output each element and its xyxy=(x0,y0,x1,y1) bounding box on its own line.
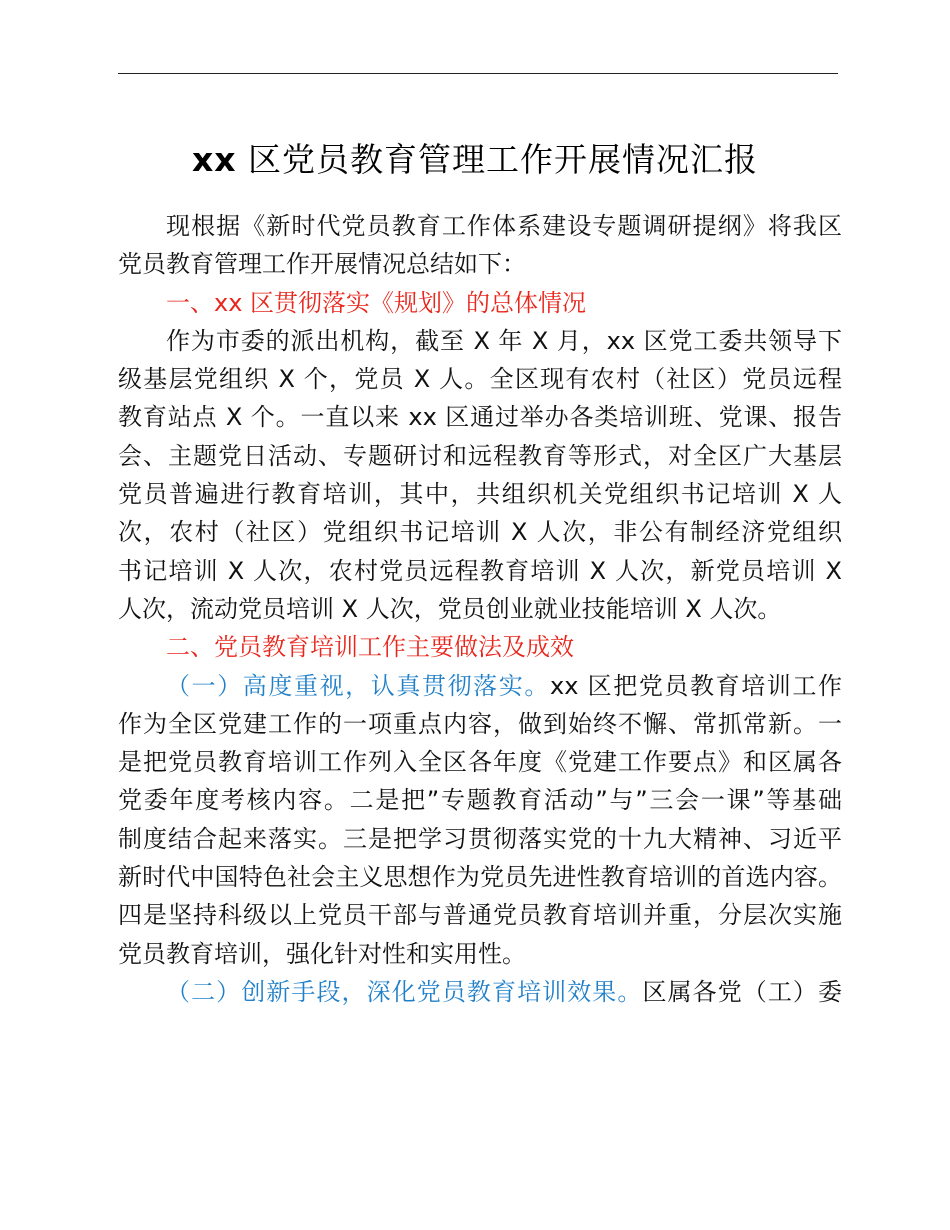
section-heading-2: 二、党员教育培训工作主要做法及成效 xyxy=(166,633,574,662)
para-line: 书记培训 X 人次，农村党员远程教育培训 X 人次，新党员培训 X xyxy=(118,556,842,585)
sub-heading-line-2 xyxy=(118,973,842,1011)
sub-heading-line-1 xyxy=(118,667,842,705)
para-line: 党员教育培训，强化针对性和实用性。 xyxy=(118,939,526,968)
document-body xyxy=(118,207,842,1011)
header-rule xyxy=(118,73,838,74)
subsection-heading-1: （一）高度重视，认真贯彻落实。 xyxy=(166,671,550,700)
para-line: 党委年度考核内容。二是把”专题教育活动”与”三会一课”等基础 xyxy=(118,786,842,815)
title-prefix: xx xyxy=(191,140,237,179)
para-line: 作为市委的派出机构，截至 X 年 X 月，xx 区党工委共领导下 xyxy=(166,326,842,355)
document-title xyxy=(0,136,950,184)
section-heading-1: 一、xx 区贯彻落实《规划》的总体情况 xyxy=(166,288,587,317)
subsection-heading-2: （二）创新手段，深化党员教育培训效果。 xyxy=(166,977,643,1006)
intro-line: 现根据《新时代党员教育工作体系建设专题调研提纲》将我区 xyxy=(166,212,842,240)
para-line: 次，农村（社区）党组织书记培训 X 人次，非公有制经济党组织 xyxy=(118,518,842,547)
title-text: 区党员教育管理工作开展情况汇报 xyxy=(248,140,759,179)
para-line: 四是坚持科级以上党员干部与普通党员教育培训并重，分层次实施 xyxy=(118,901,842,930)
para-line: 教育站点 X 个。一直以来 xx 区通过举办各类培训班、党课、报告 xyxy=(118,403,842,432)
para-line: 作为全区党建工作的一项重点内容，做到始终不懈、常抓常新。一 xyxy=(118,709,842,738)
para-line: 级基层党组织 X 个，党员 X 人。全区现有农村（社区）党员远程 xyxy=(118,365,842,394)
sub1-first-text: xx 区把党员教育培训工作 xyxy=(549,671,843,700)
para-line: 是把党员教育培训工作列入全区各年度《党建工作要点》和区属各 xyxy=(118,748,842,777)
para-line: 新时代中国特色社会主义思想作为党员先进性教育培训的首选内容。 xyxy=(118,863,842,892)
para-line: 制度结合起来落实。三是把学习贯彻落实党的十九大精神、习近平 xyxy=(118,824,842,853)
intro-line: 党员教育管理工作开展情况总结如下： xyxy=(118,250,526,279)
para-line: 人次，流动党员培训 X 人次，党员创业就业技能培训 X 人次。 xyxy=(118,594,782,623)
para-line: 会、主题党日活动、专题研讨和远程教育等形式，对全区广大基层 xyxy=(118,441,842,470)
sub2-first-text: 区属各党（工）委 xyxy=(642,977,843,1006)
para-line: 党员普遍进行教育培训，其中，共组织机关党组织书记培训 X 人 xyxy=(118,480,842,509)
